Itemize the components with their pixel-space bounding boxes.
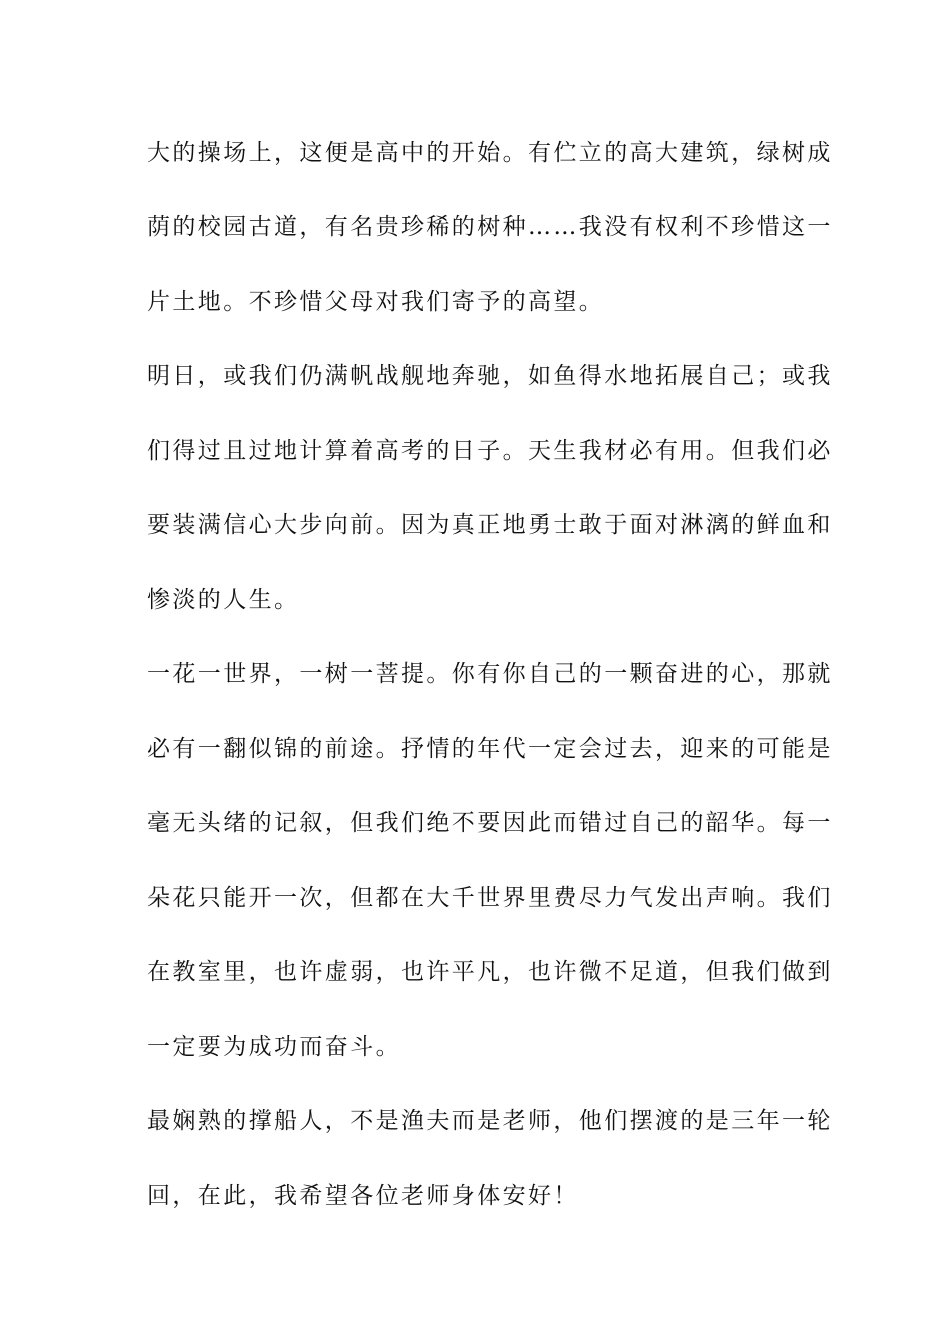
text-line: 大的操场上，这便是高中的开始。有伫立的高大建筑，绿树成 xyxy=(147,140,833,166)
text-line: 朵花只能开一次，但都在大千世界里费尽力气发出声响。我们 xyxy=(147,885,833,911)
text-line: 片土地。不珍惜父母对我们寄予的高望。 xyxy=(147,289,605,315)
text-line: 一花一世界，一树一菩提。你有你自己的一颗奋进的心，那就 xyxy=(147,661,833,687)
text-line: 们得过且过地计算着高考的日子。天生我材必有用。但我们必 xyxy=(147,438,833,464)
text-line: 最娴熟的撑船人，不是渔夫而是老师，他们摆渡的是三年一轮 xyxy=(147,1108,833,1134)
text-line: 在教室里，也许虚弱，也许平凡，也许微不足道，但我们做到 xyxy=(147,959,833,985)
text-line: 明日，或我们仍满帆战舰地奔驰，如鱼得水地拓展自己；或我 xyxy=(147,363,833,389)
text-line: 荫的校园古道，有名贵珍稀的树种……我没有权利不珍惜这一 xyxy=(147,214,833,240)
text-line: 惨淡的人生。 xyxy=(147,587,300,613)
text-line: 一定要为成功而奋斗。 xyxy=(147,1034,401,1060)
text-line: 要装满信心大步向前。因为真正地勇士敢于面对淋漓的鲜血和 xyxy=(147,512,833,538)
text-line: 回，在此，我希望各位老师身体安好！ xyxy=(147,1183,579,1209)
text-line: 必有一翻似锦的前途。抒情的年代一定会过去，迎来的可能是 xyxy=(147,736,833,762)
text-line: 毫无头绪的记叙，但我们绝不要因此而错过自己的韶华。每一 xyxy=(147,810,833,836)
